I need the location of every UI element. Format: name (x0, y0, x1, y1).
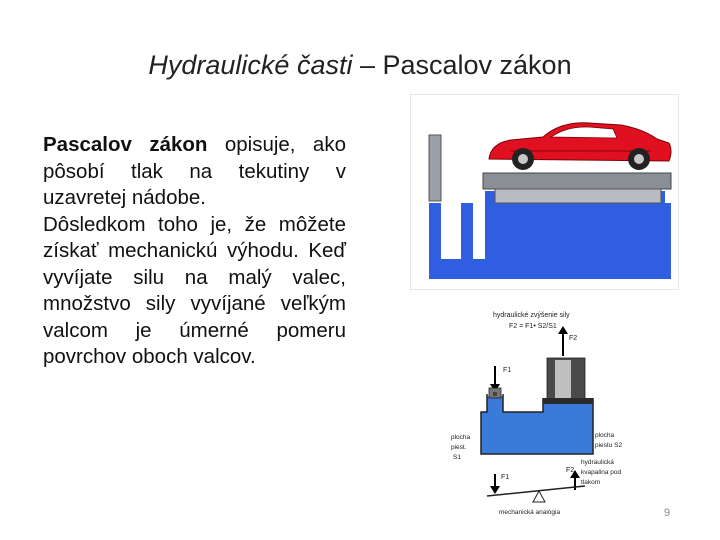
car-lift-svg (411, 95, 678, 289)
paragraph-1 (43, 132, 346, 212)
label-s2-line2: piestu S2 (595, 442, 623, 449)
lift-platform (483, 173, 671, 189)
label-f1-bottom: F1 (501, 474, 510, 481)
large-piston (495, 189, 661, 203)
car-lift-illustration (410, 94, 679, 290)
label-s2-line1: plocha (595, 432, 615, 439)
title-italic: Hydraulické časti (148, 50, 353, 80)
paragraph-2: Dôsledkom toho je, že môžete získať mechanickú výhodu. Keď vyvíjate silu na malý valec, množstvo sily vyvíjané veľkým valcom je úmerné pomeru povrchov oboch valcov. (43, 212, 346, 368)
label-s1-line2: piest. (451, 444, 467, 451)
label-s1-line1: plocha (451, 434, 471, 441)
hydraulic-diagram (451, 304, 638, 521)
label-fluid-line3: tlakom (581, 479, 601, 486)
diagram-caption: mechanická analógia (499, 509, 561, 516)
page-number: 9 (664, 507, 671, 519)
vessel-fluid (481, 412, 593, 454)
label-s1-line3: S1 (453, 454, 461, 461)
title-rest: – Pascalov zákon (352, 50, 572, 80)
small-cylinder-gap (441, 199, 461, 259)
label-f2-top: F2 (569, 335, 578, 342)
lever-fulcrum (533, 491, 545, 502)
label-fluid-line1: hydraulická (581, 459, 614, 466)
diagram-header-line2: F2 = F1• S2/S1 (509, 323, 557, 330)
label-f2-bottom: F2 (566, 467, 575, 474)
diagram-header-line1: hydraulické zvýšenie sily (493, 312, 570, 319)
paragraph-1-bold: Pascalov zákon (43, 133, 208, 156)
slide-title (0, 50, 720, 81)
hydraulic-diagram-svg (451, 304, 638, 521)
label-fluid-line2: kvapalina pod (581, 469, 622, 476)
paragraph-1-rest: opisuje, ako pôsobí tlak na tekutiny v uzavretej nádobe. (43, 133, 346, 209)
small-piston-rod (429, 135, 441, 201)
label-f1-top: F1 (503, 367, 512, 374)
body-text (43, 132, 346, 371)
lever-beam (487, 486, 585, 496)
